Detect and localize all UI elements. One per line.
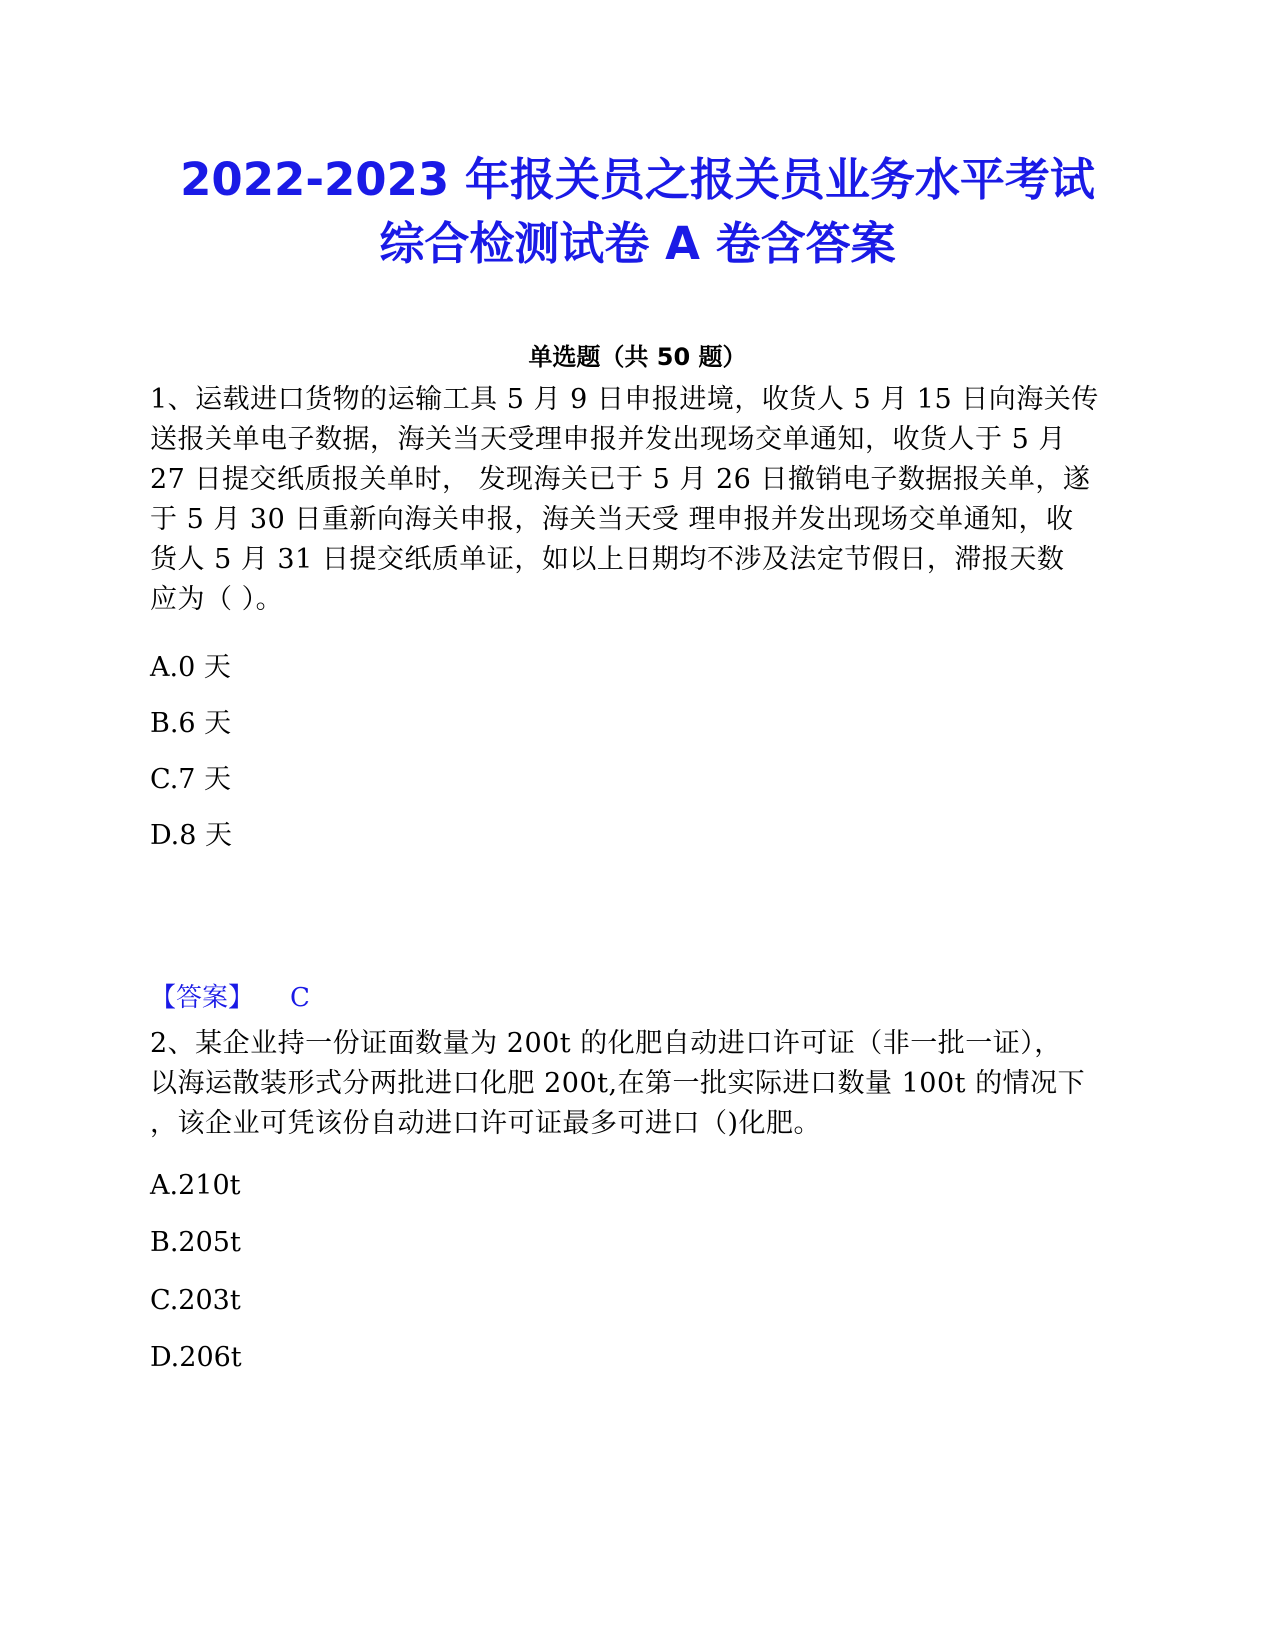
question-1-option-b: B.6 天 [150, 708, 232, 739]
question-2-option-a: A.210t [150, 1170, 241, 1201]
document-title [120, 148, 1155, 276]
question-1-text [150, 380, 1125, 620]
answer-label: 【答案】 [150, 983, 255, 1013]
question-1-line: 货人 5 月 31 日提交纸质单证，如以上日期均不涉及法定节假日，滞报天数 [150, 544, 1065, 575]
question-2-option-c: C.203t [150, 1285, 241, 1316]
question-1-line: 1、运载进口货物的运输工具 5 月 9 日申报进境，收货人 5 月 15 日向海关传 [150, 384, 1099, 415]
question-1-answer [150, 980, 310, 1016]
answer-value: C [290, 983, 310, 1013]
question-2-option-d: D.206t [150, 1342, 242, 1373]
question-1-line: 于 5 月 30 日重新向海关申报，海关当天受 理申报并发出现场交单通知，收 [150, 504, 1074, 535]
question-1-option-c: C.7 天 [150, 764, 232, 795]
document-title-line-1: 2022-2023 年报关员之报关员业务水平考试 [180, 153, 1095, 206]
section-heading: 单选题（共 50 题） [528, 343, 747, 371]
question-1-option-d: D.8 天 [150, 820, 233, 851]
question-2-option-b: B.205t [150, 1227, 241, 1258]
question-1-line: 27 日提交纸质报关单时， 发现海关已于 5 月 26 日撤销电子数据报关单，遂 [150, 464, 1091, 495]
question-2-text [150, 1024, 1125, 1144]
question-2-line: 以海运散装形式分两批进口化肥 200t,在第一批实际进口数量 100t 的情况下 [150, 1068, 1086, 1099]
question-1-line: 应为（ ）。 [150, 584, 284, 615]
question-2-line: ，该企业可凭该份自动进口许可证最多可进口（)化肥。 [150, 1108, 822, 1139]
question-1-line: 送报关单电子数据，海关当天受理申报并发出现场交单通知，收货人于 5 月 [150, 424, 1066, 455]
question-1-option-a: A.0 天 [150, 652, 231, 683]
question-2-line: 2、某企业持一份证面数量为 200t 的化肥自动进口许可证（非一批一证）， [150, 1028, 1062, 1059]
document-title-line-2: 综合检测试卷 A 卷含答案 [379, 217, 896, 270]
